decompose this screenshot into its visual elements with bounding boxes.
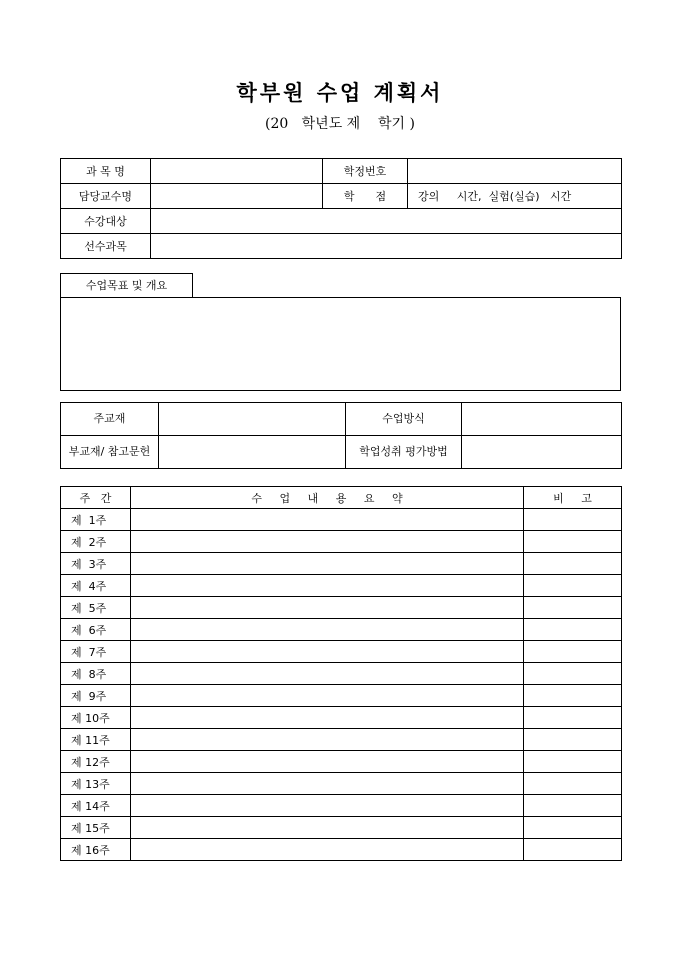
week-row [61,729,622,751]
week-row [61,773,622,795]
week-note-field[interactable] [524,663,622,685]
week-note-field[interactable] [524,751,622,773]
week-content-field[interactable] [131,575,524,597]
week-note-field[interactable] [524,795,622,817]
week-row [61,509,622,531]
week-content-field[interactable] [131,839,524,861]
week-note-field[interactable] [524,531,622,553]
week-note-field[interactable] [524,707,622,729]
week-label: 제 3주 [61,553,131,575]
week-row [61,597,622,619]
instructor-label: 담당교수명 [61,184,151,209]
week-content-field[interactable] [131,509,524,531]
week-content-field[interactable] [131,685,524,707]
week-note-field[interactable] [524,839,622,861]
content-column-header: 수 업 내 용 요 약 [131,487,524,509]
week-note-field[interactable] [524,619,622,641]
week-row [61,641,622,663]
week-content-field[interactable] [131,795,524,817]
week-row [61,531,622,553]
week-note-field[interactable] [524,553,622,575]
week-content-field[interactable] [131,817,524,839]
week-content-field[interactable] [131,641,524,663]
main-text-field[interactable] [159,403,346,436]
audience-label: 수강대상 [61,209,151,234]
week-note-field[interactable] [524,817,622,839]
week-row [61,707,622,729]
eval-field[interactable] [462,436,622,469]
objective-tab-label: 수업목표 및 개요 [60,273,193,297]
materials-table [60,402,622,469]
week-content-field[interactable] [131,707,524,729]
week-label: 제 13주 [61,773,131,795]
method-label: 수업방식 [346,403,462,436]
note-column-header: 비 고 [524,487,622,509]
credit-field[interactable]: 강의 시간, 실험(실습) 시간 [408,184,622,209]
week-row [61,751,622,773]
instructor-field[interactable] [151,184,323,209]
week-label: 제 10주 [61,707,131,729]
week-note-field[interactable] [524,685,622,707]
week-content-field[interactable] [131,531,524,553]
week-label: 제 14주 [61,795,131,817]
weekly-schedule-table [60,486,622,861]
week-row [61,663,622,685]
week-label: 제 9주 [61,685,131,707]
week-note-field[interactable] [524,509,622,531]
week-label: 제 11주 [61,729,131,751]
week-row [61,619,622,641]
week-content-field[interactable] [131,751,524,773]
sub-text-label: 부교재/ 참고문헌 [61,436,159,469]
week-row [61,685,622,707]
course-name-label: 과 목 명 [61,159,151,184]
course-info-table [60,158,622,259]
week-label: 제 12주 [61,751,131,773]
week-content-field[interactable] [131,597,524,619]
week-note-field[interactable] [524,729,622,751]
week-content-field[interactable] [131,773,524,795]
week-label: 제 5주 [61,597,131,619]
week-content-field[interactable] [131,663,524,685]
week-row [61,575,622,597]
course-code-label: 학정번호 [323,159,408,184]
week-note-field[interactable] [524,641,622,663]
week-note-field[interactable] [524,773,622,795]
prereq-field[interactable] [151,234,622,259]
week-label: 제 16주 [61,839,131,861]
week-note-field[interactable] [524,597,622,619]
page-subtitle: (20 학년도 제 학기 ) [265,116,415,132]
week-note-field[interactable] [524,575,622,597]
week-row [61,817,622,839]
week-row [61,553,622,575]
page-title: 학부원 수업 계획서 [236,80,444,105]
audience-field[interactable] [151,209,622,234]
week-row [61,839,622,861]
week-label: 제 4주 [61,575,131,597]
week-content-field[interactable] [131,729,524,751]
week-label: 제 8주 [61,663,131,685]
week-column-header: 주 간 [61,487,131,509]
course-code-field[interactable] [408,159,622,184]
week-label: 제 15주 [61,817,131,839]
week-content-field[interactable] [131,553,524,575]
week-label: 제 1주 [61,509,131,531]
prereq-label: 선수과목 [61,234,151,259]
objective-field[interactable] [60,297,621,391]
sub-text-field[interactable] [159,436,346,469]
week-label: 제 2주 [61,531,131,553]
main-text-label: 주교재 [61,403,159,436]
week-content-field[interactable] [131,619,524,641]
eval-label: 학업성취 평가방법 [346,436,462,469]
course-name-field[interactable] [151,159,323,184]
week-label: 제 7주 [61,641,131,663]
credit-label: 학 점 [323,184,408,209]
method-field[interactable] [462,403,622,436]
week-label: 제 6주 [61,619,131,641]
week-row [61,795,622,817]
